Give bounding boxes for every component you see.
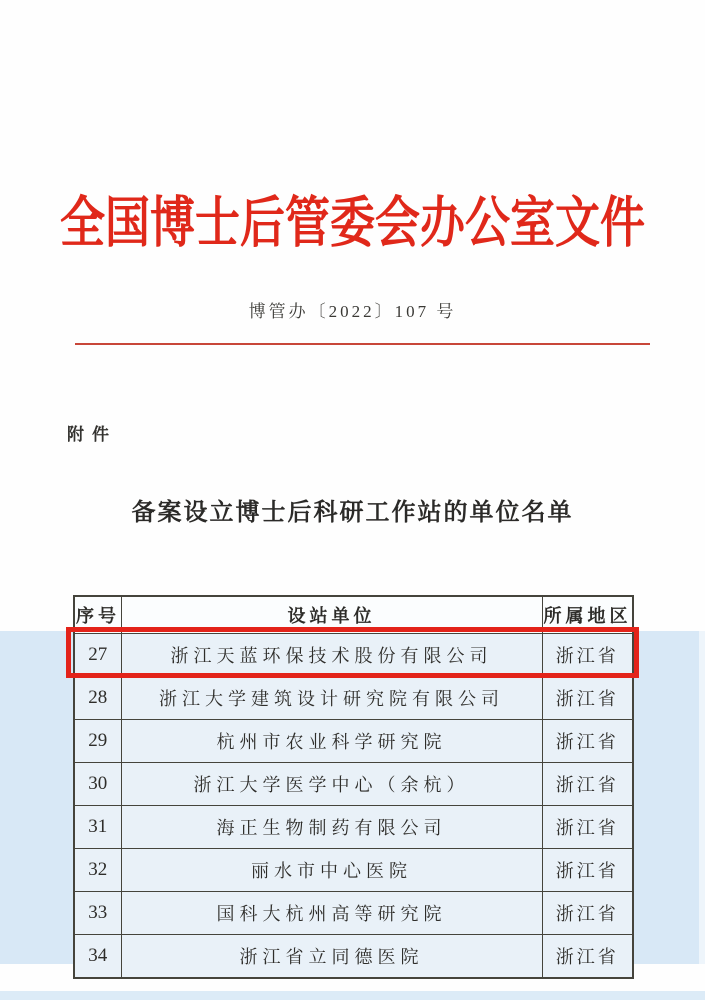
units-table xyxy=(73,595,634,979)
header-serial-number: 序号 xyxy=(74,596,121,634)
attachment-label: 附件 xyxy=(67,425,117,444)
cell-serial-number: 28 xyxy=(74,677,121,720)
cell-region: 浙江省 xyxy=(542,677,633,720)
table-row-30 xyxy=(74,763,633,806)
cell-station-unit: 浙江大学医学中心（余杭） xyxy=(121,763,542,806)
cell-region: 浙江省 xyxy=(542,849,633,892)
cell-region: 浙江省 xyxy=(542,763,633,806)
scanner-bottom-tint-strip xyxy=(0,991,705,1000)
cell-station-unit: 浙江省立同德医院 xyxy=(121,935,542,979)
table-row-32 xyxy=(74,849,633,892)
table-row-31 xyxy=(74,806,633,849)
cell-region: 浙江省 xyxy=(542,720,633,763)
cell-region: 浙江省 xyxy=(542,806,633,849)
cell-serial-number: 29 xyxy=(74,720,121,763)
cell-station-unit: 丽水市中心医院 xyxy=(121,849,542,892)
table-row-27 xyxy=(74,634,633,677)
cell-serial-number: 31 xyxy=(74,806,121,849)
scanner-tint-right-fade xyxy=(699,631,705,964)
table-row-34 xyxy=(74,935,633,979)
cell-station-unit: 浙江大学建筑设计研究院有限公司 xyxy=(121,677,542,720)
red-header-rule xyxy=(75,343,650,345)
cell-station-unit: 浙江天蓝环保技术股份有限公司 xyxy=(121,634,542,677)
table-header-row xyxy=(74,596,633,634)
document-title: 全国博士后管委会办公室文件 xyxy=(59,192,645,254)
table-row-28 xyxy=(74,677,633,720)
cell-region: 浙江省 xyxy=(542,935,633,979)
document-number: 博管办〔2022〕107 号 xyxy=(248,302,457,321)
cell-station-unit: 海正生物制药有限公司 xyxy=(121,806,542,849)
cell-serial-number: 34 xyxy=(74,935,121,979)
cell-serial-number: 30 xyxy=(74,763,121,806)
cell-serial-number: 33 xyxy=(74,892,121,935)
cell-region: 浙江省 xyxy=(542,892,633,935)
cell-serial-number: 32 xyxy=(74,849,121,892)
table-row-29 xyxy=(74,720,633,763)
cell-serial-number: 27 xyxy=(74,634,121,677)
cell-station-unit: 国科大杭州高等研究院 xyxy=(121,892,542,935)
header-region: 所属地区 xyxy=(542,596,633,634)
header-station-unit: 设站单位 xyxy=(121,596,542,634)
cell-station-unit: 杭州市农业科学研究院 xyxy=(121,720,542,763)
list-title: 备案设立博士后科研工作站的单位名单 xyxy=(131,500,574,526)
cell-region: 浙江省 xyxy=(542,634,633,677)
table-row-33 xyxy=(74,892,633,935)
